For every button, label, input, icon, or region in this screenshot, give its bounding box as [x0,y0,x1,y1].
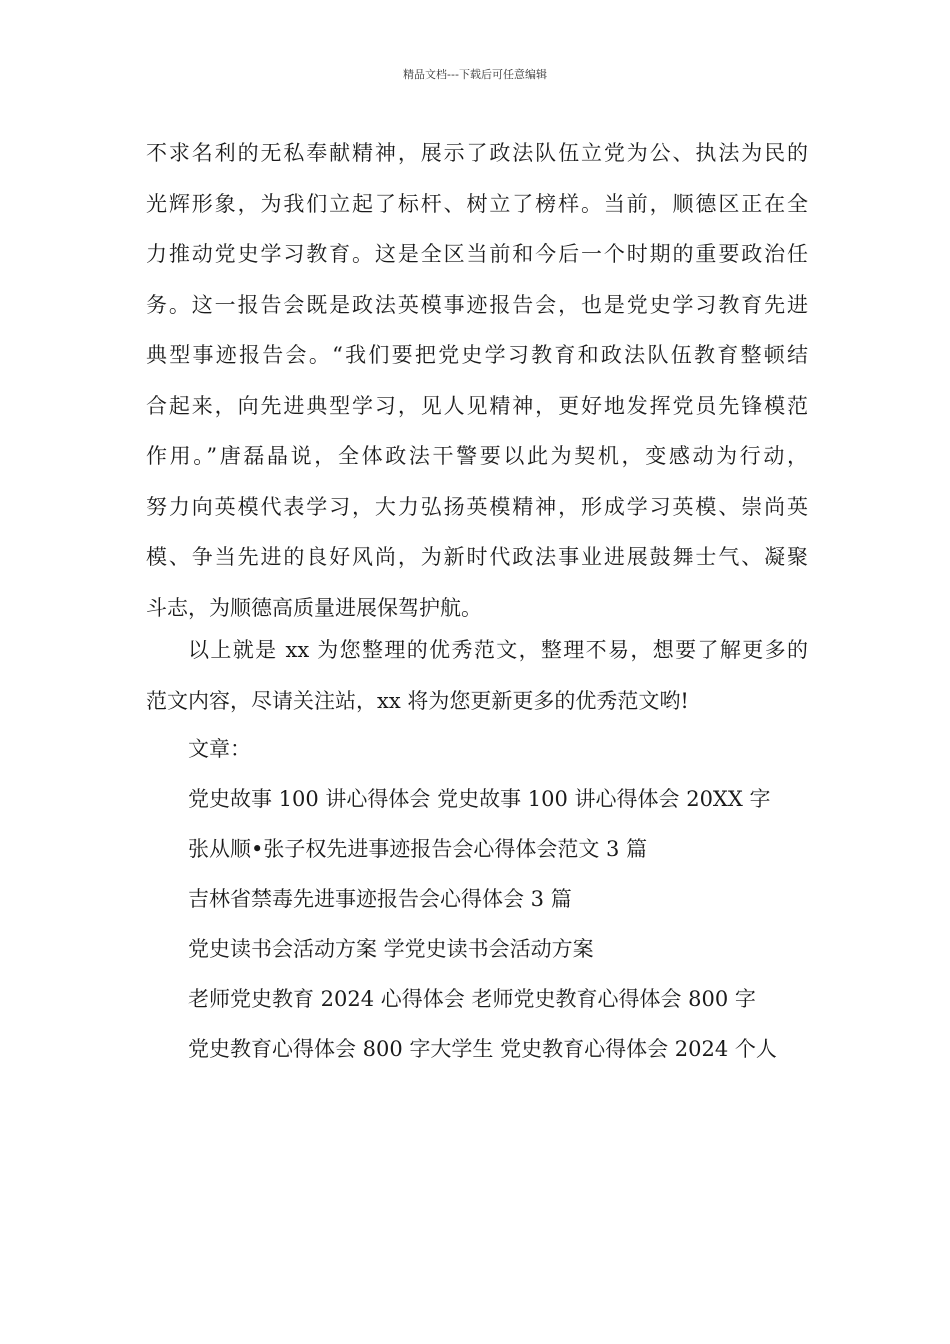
paragraph-line: 以上就是 xx 为您整理的优秀范文，整理不易，想要了解更多的 [188,638,808,662]
paragraph-line: 力推动党史学习教育。这是全区当前和今后一个时期的重要政治任 [146,242,808,266]
paragraph-line: 不求名利的无私奉献精神，展示了政法队伍立党为公、执法为民的 [146,141,808,165]
article-link[interactable]: 党史教育心得体会 800 字大学生 党史教育心得体会 2024 个人 [188,1037,777,1061]
paragraph-line: 斗志，为顺德高质量进展保驾护航。 [146,595,482,620]
main-paragraph [146,128,808,633]
article-link[interactable]: 党史故事 100 讲心得体会 党史故事 100 讲心得体会 20XX 字 [188,787,771,811]
article-link[interactable]: 张从顺•张子权先进事迹报告会心得体会范文 3 篇 [188,837,648,861]
paragraph-line: 光辉形象，为我们立起了标杆、树立了榜样。当前，顺德区正在全 [146,191,808,216]
paragraph-line: 努力向英模代表学习，大力弘扬英模精神，形成学习英模、崇尚英 [146,494,808,519]
paragraph-line: 务。这一报告会既是政法英模事迹报告会，也是党史学习教育先进 [146,292,808,317]
article-link[interactable]: 吉林省禁毒先进事迹报告会心得体会 3 篇 [188,887,572,911]
closing-paragraph [146,625,808,726]
paragraph-line: 合起来，向先进典型学习，见人见精神，更好地发挥党员先锋模范 [146,393,808,418]
paragraph-line: 作用。”唐磊晶说，全体政法干警要以此为契机，变感动为行动， [146,444,808,468]
article-link[interactable]: 老师党史教育 2024 心得体会 老师党史教育心得体会 800 字 [188,987,756,1011]
article-list [188,724,828,1074]
article-link[interactable]: 党史读书会活动方案 学党史读书会活动方案 [188,937,594,961]
article-list-label: 文章： [188,737,251,761]
page-header: 精品文档---下载后可任意编辑 [403,68,547,81]
paragraph-line: 典型事迹报告会。“我们要把党史学习教育和政法队伍教育整顿结 [146,343,808,367]
paragraph-line: 模、争当先进的良好风尚，为新时代政法事业进展鼓舞士气、凝聚 [146,545,808,569]
paragraph-line: 范文内容，尽请关注站，xx 将为您更新更多的优秀范文哟! [146,688,689,713]
